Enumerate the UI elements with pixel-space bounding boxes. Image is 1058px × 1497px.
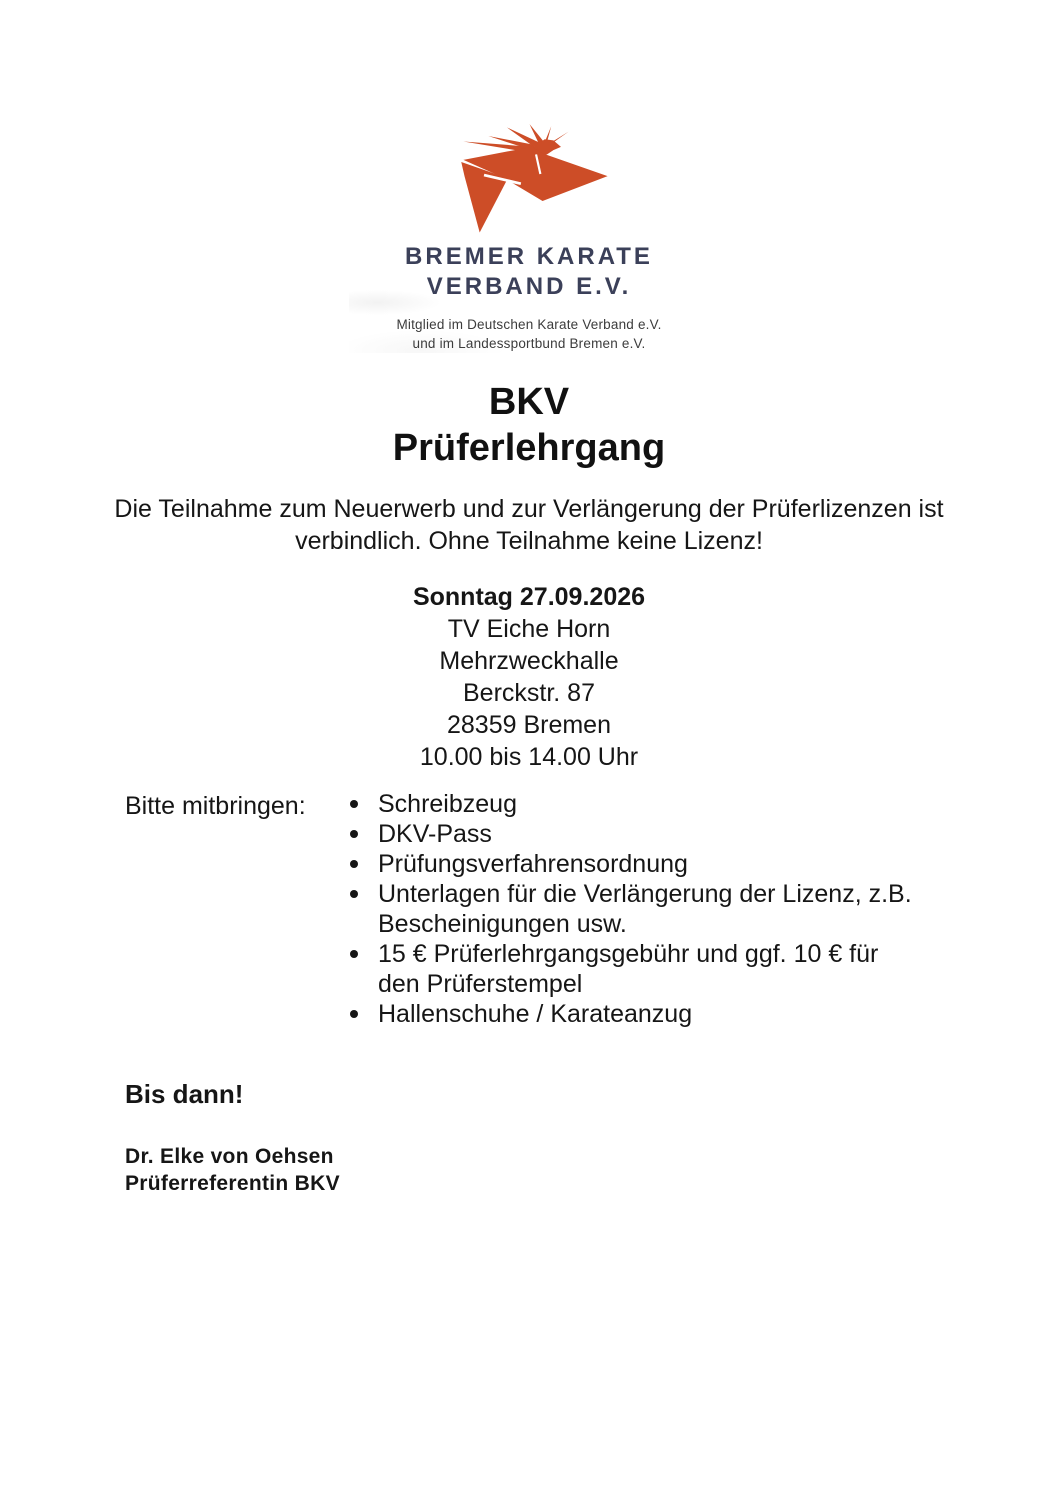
signature-block	[0, 1143, 1058, 1197]
page-title-line1: BKV	[488, 381, 570, 423]
list-item	[348, 879, 923, 939]
list-item-text: Hallenschuhe / Karateanzug	[378, 1000, 693, 1028]
list-item-text: 15 € Prüferlehrgangsgebühr und ggf. 10 € für den Prüferstempel	[378, 940, 879, 998]
event-street: Berckstr. 87	[463, 679, 595, 707]
logo-wordmark-line2: VERBAND E.V.	[426, 273, 632, 300]
list-item	[348, 999, 923, 1029]
event-date: Sonntag 27.09.2026	[412, 583, 646, 611]
logo-tagline-line2: und im Landessportbund Bremen e.V.	[412, 336, 646, 351]
signature-role: Prüferreferentin BKV	[125, 1172, 340, 1195]
signature-name: Dr. Elke von Oehsen	[125, 1145, 334, 1168]
event-hall: Mehrzweckhalle	[439, 647, 619, 675]
karate-fighter-icon	[445, 124, 613, 238]
list-item	[348, 789, 923, 819]
event-venue: TV Eiche Horn	[447, 615, 611, 643]
club-logo	[349, 124, 709, 353]
event-time: 10.00 bis 14.00 Uhr	[419, 743, 639, 771]
list-item	[348, 819, 923, 849]
list-item-text: Schreibzeug	[378, 790, 517, 818]
logo-tagline-line1: Mitglied im Deutschen Karate Verband e.V.	[396, 317, 662, 332]
list-item-text: Prüfungsverfahrensordnung	[378, 850, 688, 878]
event-details	[0, 581, 1058, 773]
event-city: 28359 Bremen	[446, 711, 611, 739]
list-item-text: DKV-Pass	[378, 820, 492, 848]
logo-tagline	[349, 315, 709, 353]
page-title	[0, 379, 1058, 471]
page-title-line2: Prüferlehrgang	[392, 427, 666, 469]
logo-wordmark-line1: BREMER KARATE	[405, 243, 653, 270]
closing-line: Bis dann!	[125, 1079, 244, 1109]
list-item	[348, 849, 923, 879]
bring-label: Bitte mitbringen:	[125, 792, 306, 820]
logo-wordmark	[349, 242, 709, 302]
bring-list	[348, 789, 923, 1029]
list-item	[348, 939, 923, 999]
bring-section	[0, 789, 1058, 1029]
intro-paragraph: Die Teilnahme zum Neuerwerb und zur Verlängerung der Prüferlizenzen ist verbindlich. Ohne Teilnahme keine Lizenz!	[114, 495, 944, 555]
list-item-text: Unterlagen für die Verlängerung der Lizenz, z.B. Bescheinigungen usw.	[378, 880, 912, 938]
